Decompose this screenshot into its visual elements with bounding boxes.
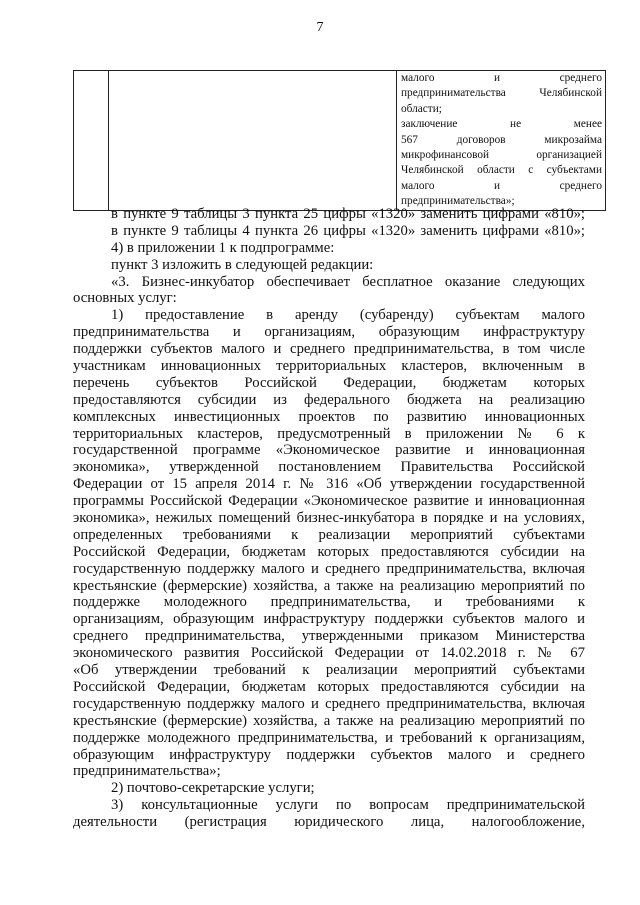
text-line: пункт 3 изложить в следующей редакции: bbox=[111, 256, 374, 273]
table-cell-line: 567 договоров микрозайма bbox=[401, 133, 602, 146]
table-cell-line: малого и среднего bbox=[401, 72, 602, 84]
text-line: 4) в приложении 1 к подпрограмме: bbox=[111, 239, 335, 256]
text-line: среднего предпринимательства, утвержденными приказом Министерства bbox=[73, 628, 585, 645]
table-cell-line: Челябинской области с субъектами bbox=[401, 164, 602, 177]
table-cell-line: предпринимательства Челябинской bbox=[401, 87, 602, 100]
text-line: государственную поддержку малого и среднего предпринимательства, включая bbox=[73, 560, 585, 577]
text-line: экономика», утвержденной постановлением Правительства Российской bbox=[73, 459, 585, 476]
table-cell-number bbox=[74, 71, 109, 211]
table-cell-line: малого и среднего bbox=[401, 179, 602, 192]
text-line: предпринимательства и организациям, образующим инфраструктуру bbox=[73, 324, 585, 341]
text-line: территориальных кластеров, предусмотренный в приложении № 6 к bbox=[73, 425, 585, 442]
text-line: «Об утверждении требований к реализации мероприятий субъектами bbox=[73, 662, 585, 679]
text-line: 2) почтово-секретарские услуги; bbox=[111, 780, 315, 797]
text-line: программы Российской Федерации «Экономическое развитие и инновационная bbox=[73, 493, 585, 510]
text-line: Федерации от 15 апреля 2014 г. № 316 «Об утверждении государственной bbox=[73, 476, 585, 493]
table-row bbox=[74, 71, 606, 211]
text-line: государственную поддержку малого и среднего предпринимательства, включая bbox=[73, 695, 585, 712]
text-line: комплексных инвестиционных проектов по развитию инновационных bbox=[73, 408, 585, 425]
table-cell-line: предпринимательства»; bbox=[401, 195, 515, 208]
text-line: организациям, образующим инфраструктуру поддержки субъектов малого и bbox=[73, 611, 585, 628]
table-cell-line: заключение не менее bbox=[401, 118, 602, 131]
text-line: государственной программе «Экономическое развитие и инновационная bbox=[73, 442, 585, 459]
text-line: Российской Федерации, бюджетам которых предоставляются субсидии на bbox=[73, 543, 585, 560]
text-line: перечень субъектов Российской Федерации, бюджетам которых bbox=[73, 374, 585, 391]
text-line: деятельности (регистрация юридического лица, налогообложение, bbox=[73, 814, 585, 831]
text-line: поддержке молодежного предпринимательства, и требованиями к bbox=[73, 594, 585, 611]
text-line: Российской Федерации, бюджетам которых предоставляются субсидии на bbox=[73, 678, 585, 695]
text-line: основных услуг: bbox=[73, 290, 177, 307]
text-line: поддержке молодежного предпринимательства, и требований к организациям, bbox=[73, 729, 585, 746]
text-line: предпринимательства»; bbox=[73, 763, 221, 780]
table-cell-name bbox=[109, 71, 397, 211]
continued-table bbox=[73, 70, 606, 211]
text-line: участникам инновационных территориальных кластеров, включенным в bbox=[73, 358, 585, 375]
text-line: в пункте 9 таблицы 4 пункта 26 цифры «1320» заменить цифрами «810»; bbox=[111, 222, 585, 239]
text-line: экономика», нежилых помещений бизнес-инкубатора в порядке и на условиях, bbox=[73, 510, 585, 527]
text-line: 1) предоставление в аренду (субаренду) субъектам малого bbox=[111, 307, 585, 324]
table-cell-line: области; bbox=[401, 102, 442, 115]
text-line: крестьянские (фермерские) хозяйства, а также на реализацию мероприятий по bbox=[73, 577, 585, 594]
text-line: определенных требованиями к реализации мероприятий субъектами bbox=[73, 526, 585, 543]
text-line: поддержки субъектов малого и среднего предпринимательства, в том числе bbox=[73, 341, 585, 358]
text-line: образующим инфраструктуру поддержки субъектов малого и среднего bbox=[73, 746, 585, 763]
document-body bbox=[73, 206, 585, 831]
text-line: «3. Бизнес-инкубатор обеспечивает бесплатное оказание следующих bbox=[111, 273, 585, 290]
text-line: в пункте 9 таблицы 3 пункта 25 цифры «1320» заменить цифрами «810»; bbox=[111, 206, 585, 222]
page-number: 7 bbox=[316, 20, 324, 35]
text-line: предоставляются субсидии из федерального бюджета на реализацию bbox=[73, 391, 585, 408]
text-line: крестьянские (фермерские) хозяйства, а также на реализацию мероприятий по bbox=[73, 712, 585, 729]
table-cell-indicators bbox=[397, 71, 606, 211]
text-line: 3) консультационные услуги по вопросам предпринимательской bbox=[111, 797, 585, 814]
table-cell-line: микрофинансовой организацией bbox=[401, 149, 602, 162]
text-line: экономического развития Российской Федерации от 14.02.2018 г. № 67 bbox=[73, 645, 585, 662]
